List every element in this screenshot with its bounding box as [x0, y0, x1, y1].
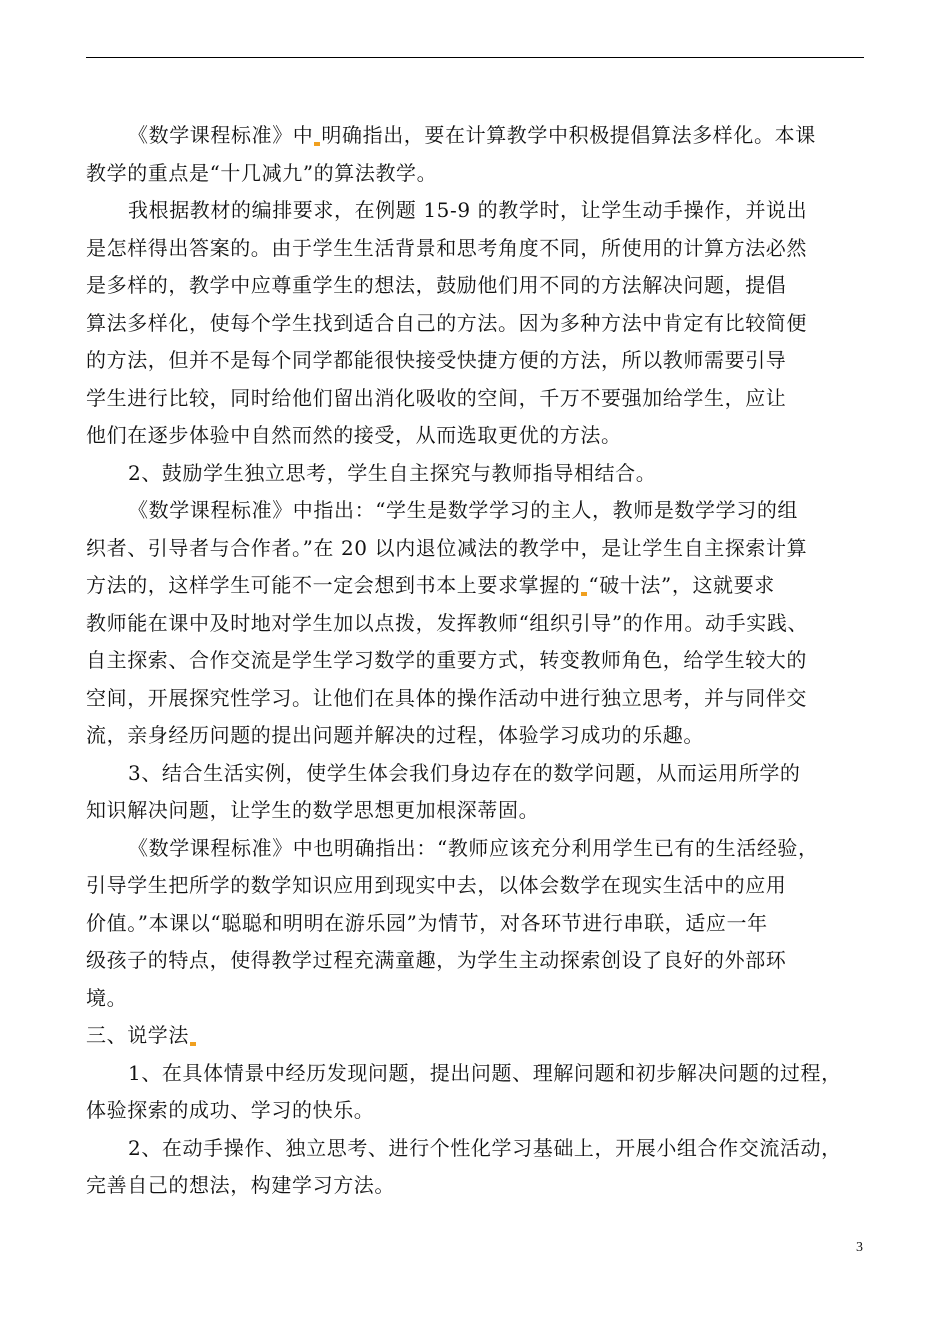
section-heading: 三、说学法: [86, 1017, 866, 1055]
text-line: 教学的重点是“十几减九”的算法教学。: [86, 160, 438, 185]
text-line: 级孩子的特点，使得教学过程充满童趣，为学生主动探索创设了良好的外部环: [86, 948, 787, 972]
text-line: 价值。”本课以“聪聪和明明在游乐园”为情节，对各环节进行串联，适应一年: [86, 910, 768, 935]
text-line: 是怎样得出答案的。由于学生生活背景和思考角度不同，所使用的计算方法必然: [86, 235, 807, 260]
text-line: 流，亲身经历问题的提出问题并解决的过程，体验学习成功的乐趣。: [86, 723, 704, 747]
text-line: 算法多样化，使每个学生找到适合自己的方法。因为多种方法中肯定有比较简便: [86, 310, 807, 335]
text-line: 2、鼓励学生独立思考，学生自主探究与教师指导相结合。: [128, 460, 657, 485]
text-line: 自主探索、合作交流是学生学习数学的重要方式，转变教师角色，给学生较大的: [86, 648, 807, 672]
text-line: 1、在具体情景中经历发现问题，提出问题、理解问题和初步解决问题的过程，: [128, 1060, 842, 1085]
text-line: 《数学课程标准》中指出：“学生是数学学习的主人，教师是数学学习的组: [128, 498, 799, 522]
text-line: 《数学课程标准》中 明确指出，要在计算教学中积极提倡算法多样化。本课: [128, 123, 816, 147]
text-line: 我根据教材的编排要求，在例题 15-9 的教学时，让学生动手操作，并说出: [128, 198, 808, 222]
edit-mark: [314, 142, 320, 146]
text-line: 方法的，这样学生可能不一定会想到书本上要求掌握的 “破十法”，这就要求: [86, 573, 775, 597]
edit-mark: [581, 592, 587, 596]
text-line: 他们在逐步体验中自然而然的接受，从而选取更优的方法。: [86, 423, 622, 447]
text-line: 织者、引导者与合作者。”在 20 以内退位减法的教学中，是让学生自主探索计算: [86, 535, 808, 560]
edit-mark: [190, 1042, 196, 1046]
text-line: 2、在动手操作、独立思考、进行个性化学习基础上，开展小组合作交流活动，: [128, 1135, 842, 1160]
text-line: 3、结合生活实例，使学生体会我们身边存在的数学问题，从而运用所学的: [128, 760, 801, 785]
text-line: 学生进行比较，同时给他们留出消化吸收的空间，千万不要强加给学生，应让: [86, 385, 787, 410]
page-number: 3: [856, 1240, 863, 1255]
text-line: 空间，开展探究性学习。让他们在具体的操作活动中进行独立思考，并与同伴交: [86, 685, 807, 710]
header-rule: [86, 57, 864, 58]
text-line: 教师能在课中及时地对学生加以点拨，发挥教师“组织引导”的作用。动手实践、: [86, 610, 809, 635]
text-line: 知识解决问题，让学生的数学思想更加根深蒂固。: [86, 798, 540, 822]
text-line: 《数学课程标准》中也明确指出：“教师应该充分利用学生已有的生活经验，: [128, 835, 819, 860]
text-line: 的方法，但并不是每个同学都能很快接受快捷方便的方法，所以教师需要引导: [86, 348, 787, 372]
text-line: 境。: [86, 985, 128, 1010]
text-line: 引导学生把所学的数学知识应用到现实中去，以体会数学在现实生活中的应用: [86, 873, 787, 897]
document-body: [86, 117, 866, 1205]
text-line: 完善自己的想法，构建学习方法。: [86, 1173, 395, 1197]
text-line: 是多样的，教学中应尊重学生的想法，鼓励他们用不同的方法解决问题，提倡: [86, 273, 787, 297]
text-line: 体验探索的成功、学习的快乐。: [86, 1098, 375, 1122]
